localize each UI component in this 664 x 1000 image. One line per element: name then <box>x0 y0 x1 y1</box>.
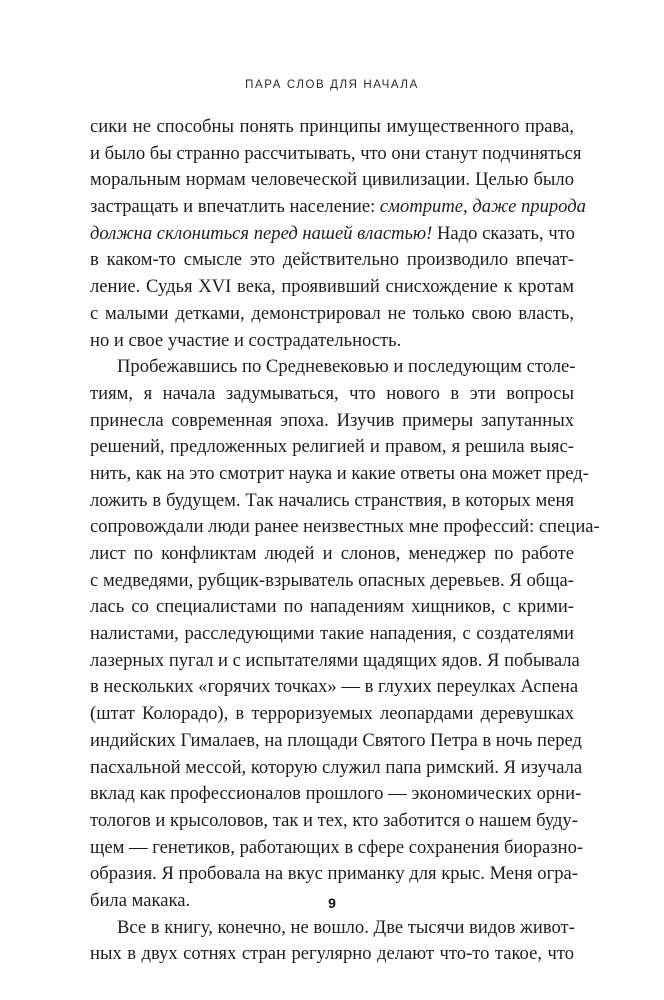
text-line: (штат Колорадо), в терроризуемых леопардами деревушках <box>90 703 574 725</box>
text-line: моральным нормам человеческой цивилизации. Целью было <box>90 169 574 191</box>
body-text <box>90 114 600 968</box>
text-line: лась со специалистами по нападениям хищников, с крими- <box>90 596 574 618</box>
text-line: индийских Гималаев, на площади Святого Петра в ночь перед <box>90 729 583 751</box>
text-line: с малыми детками, демонстрировал не только свою власть, <box>90 302 574 324</box>
text-segment: застращать и впечатлить население: <box>90 196 380 218</box>
text-line: тиям, я начала задумываться, что нового в эти вопросы <box>90 382 574 404</box>
text-line-mixed <box>90 221 574 248</box>
text-line: пасхальной мессой, которую служил папа римский. Я изучала <box>90 756 583 778</box>
text-line: ление. Судья XVI века, проявивший снисхождение к кротам <box>90 276 574 298</box>
text-line: сопровождали люди ранее неизвестных мне профессий: специа- <box>90 516 600 538</box>
running-header: ПАРА СЛОВ ДЛЯ НАЧАЛА <box>245 79 419 91</box>
text-line: налистами, расследующими такие нападения, с создателями <box>90 623 574 645</box>
text-line: принесла современная эпоха. Изучив примеры запутанных <box>90 409 574 431</box>
text-segment: Надо сказать, что <box>432 222 575 244</box>
text-line: ложить в будущем. Так начались странствия, в которых меня <box>90 489 574 511</box>
italic-phrase: должна склониться перед нашей властью! <box>90 222 433 244</box>
text-line: тологов и крысоловов, так и тех, кто заботится о нашем буду- <box>90 809 578 831</box>
text-line: в нескольких «горячих точках» — в глухих переулках Аспена <box>90 676 579 698</box>
text-line: нить, как на это смотрит наука и какие ответы она может пред- <box>90 462 589 484</box>
text-line-mixed <box>90 194 586 221</box>
paragraph-first-line: Все в книгу, конечно, не вошло. Две тысячи видов живот- <box>117 916 575 938</box>
text-line: с медведями, рубщик-взрыватель опасных деревьев. Я обща- <box>90 569 574 591</box>
text-line: вклад как профессионалов прошлого — экономических орни- <box>90 783 582 805</box>
text-line: решений, предложенных религией и правом, я решила выяс- <box>90 436 574 458</box>
text-line: сики не способны понять принципы имущественного права, <box>90 116 574 137</box>
text-line: лазерных пугал и с испытателями щадящих ядов. Я побывала <box>90 649 580 671</box>
italic-phrase: смотрите, даже природа <box>379 196 586 218</box>
text-line: в каком-то смысле это действительно производило впечат- <box>90 249 574 271</box>
text-line: била макака. <box>90 889 191 911</box>
text-line: и было бы странно рассчитывать, что они станут подчиняться <box>90 142 582 164</box>
text-line: но и свое участие и сострадательность. <box>90 329 402 351</box>
page-number: 9 <box>328 895 336 911</box>
paragraph-first-line: Пробежавшись по Средневековью и последующим столе- <box>117 356 576 378</box>
text-line: щем — генетиков, работающих в сфере сохранения биоразно- <box>90 836 584 858</box>
text-line: ных в двух сотнях стран регулярно делают что-то такое, что <box>90 943 574 965</box>
text-line: образия. Я пробовала на вкус приманку для крыс. Меня огра- <box>90 863 578 885</box>
text-line: лист по конфликтам людей и слонов, менеджер по работе <box>90 543 574 564</box>
